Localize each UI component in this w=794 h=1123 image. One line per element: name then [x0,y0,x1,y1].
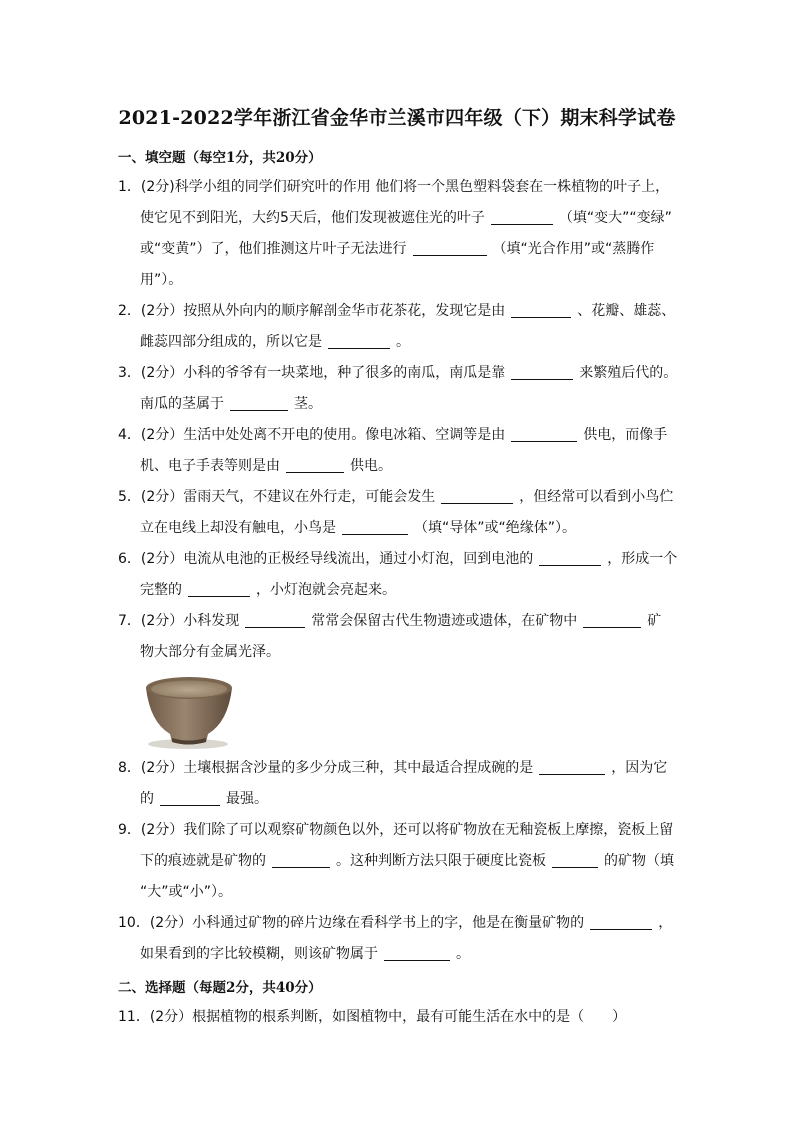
question-line: 6．(2分）电流从电池的正极经导线流出，通过小灯泡，回到电池的 ，形成一个 [118,544,678,575]
question-line: 用”）。 [140,272,183,288]
answer-blank[interactable] [272,849,330,868]
question-6 [118,544,678,606]
answer-blank[interactable] [188,578,250,597]
answer-blank[interactable] [511,423,577,442]
question-10 [118,908,678,970]
question-line: 5．(2分）雷雨天气，不建议在外行走，可能会发生 ，但经常可以看到小鸟伫 [118,482,678,513]
question-9 [118,815,678,908]
question-line: 下的痕迹就是矿物的 。这种判断方法只限于硬度比瓷板 的矿物（填 [118,846,678,877]
question-line: 南瓜的茎属于 茎。 [118,389,678,420]
answer-blank[interactable] [245,609,305,628]
question-line: 雌蕊四部分组成的，所以它是 。 [118,327,678,358]
question-line: 物大部分有金属光泽。 [140,644,280,660]
answer-blank[interactable] [552,849,598,868]
question-5 [118,482,678,544]
answer-blank[interactable] [539,756,605,775]
answer-blank[interactable] [441,485,513,504]
question-8 [118,753,678,815]
question-1 [118,172,678,296]
question-line: 或“变黄”）了，他们推测这片叶子无法进行 （填“光合作用”或“蒸腾作 [118,234,678,265]
question-line: 8．(2分）土壤根据含沙量的多少分成三种，其中最适合捏成碗的是 ，因为它 [118,753,678,784]
question-line: 11．(2分）根据植物的根系判断，如图植物中，最有可能生活在水中的是（ ） [118,1009,627,1025]
question-line: “大”或“小”）。 [140,884,233,900]
answer-blank[interactable] [413,237,487,256]
answer-blank[interactable] [328,330,390,349]
question-line: 7．(2分）小科发现 常常会保留古代生物遗迹或遗体，在矿物中 矿 [118,606,678,637]
question-line: 立在电线上却没有触电，小鸟是 （填“导体”或“绝缘体”）。 [118,513,678,544]
answer-blank[interactable] [230,392,288,411]
answer-blank[interactable] [511,299,571,318]
question-7 [118,606,678,668]
question-2 [118,296,678,358]
answer-blank[interactable] [539,547,601,566]
question-11 [118,1002,678,1033]
section-heading-multiple-choice: 二、选择题（每题2分，共40分） [118,980,322,996]
question-line: 4．(2分）生活中处处离不开电的使用。像电冰箱、空调等是由 供电，而像手 [118,420,678,451]
question-3 [118,358,678,420]
clay-bowl-illustration [138,672,240,750]
answer-blank[interactable] [160,787,220,806]
question-4 [118,420,678,482]
answer-blank[interactable] [590,911,652,930]
question-line: 使它见不到阳光，大约5天后，他们发现被遮住光的叶子 （填“变大”“变绿” [118,203,678,234]
question-line: 2．(2分）按照从外向内的顺序解剖金华市花茶花，发现它是由 、花瓣、雄蕊、 [118,296,678,327]
answer-blank[interactable] [511,361,573,380]
answer-blank[interactable] [286,454,344,473]
question-line: 如果看到的字比较模糊，则该矿物属于 。 [118,939,678,970]
answer-blank[interactable] [583,609,641,628]
question-line: 完整的 ，小灯泡就会亮起来。 [118,575,678,606]
question-line: 9．(2分）我们除了可以观察矿物颜色以外，还可以将矿物放在无釉瓷板上摩擦，瓷板上留 [118,822,674,838]
question-line: 的 最强。 [118,784,678,815]
question-line: 机、电子手表等则是由 供电。 [118,451,678,482]
answer-blank[interactable] [491,206,553,225]
answer-blank[interactable] [342,516,408,535]
section-heading-fill-in: 一、填空题（每空1分，共20分） [118,150,322,166]
question-line: 1．(2分)科学小组的同学们研究叶的作用 他们将一个黑色塑料袋套在一株植物的叶子上， [118,179,670,195]
question-line: 3．(2分）小科的爷爷有一块菜地，种了很多的南瓜，南瓜是靠 来繁殖后代的。 [118,358,678,389]
answer-blank[interactable] [384,942,450,961]
clay-bowl-image [138,672,240,750]
question-line: 10．(2分）小科通过矿物的碎片边缘在看科学书上的字，他是在衡量矿物的 ， [118,908,678,939]
page-title: 2021-2022学年浙江省金华市兰溪市四年级（下）期末科学试卷 [118,107,676,129]
